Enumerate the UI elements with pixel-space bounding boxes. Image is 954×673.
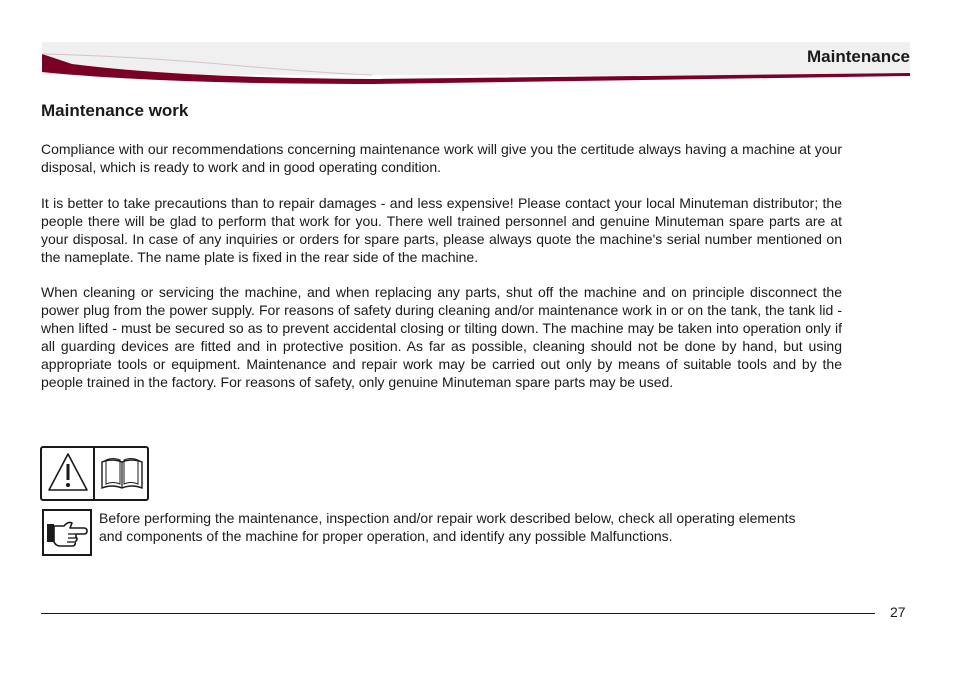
section-label: Maintenance bbox=[807, 47, 910, 66]
warning-manual-icons bbox=[40, 446, 149, 501]
note-text: Before performing the maintenance, inspection and/or repair work described below, check all operating elements and components of the machine for proper operation, and identify any possible Malfunctions. bbox=[99, 510, 796, 544]
header-band bbox=[42, 42, 910, 86]
open-book-icon bbox=[98, 450, 146, 496]
icon-divider bbox=[93, 448, 95, 499]
paragraph-safety: When cleaning or servicing the machine, and when replacing any parts, shut off the machine and on principle disconnect the power plug from the power supply. For reasons of safety during cleaning and/or maintenance work in or on the tank, the tank lid - when lifted - must be secured so as to prevent accidental closing or tilting down. The machine may be taken into operation only if all guarding devices are fitted and in protective position. As far as possible, cleaning should not be done by hand, but using appropriate tools or equipment. Maintenance and repair work may be carried out only by means of suitable tools and by the people trained in the factory. For reasons of safety, only genuine Minuteman spare parts may be used. bbox=[41, 284, 842, 390]
note-icon-box bbox=[42, 509, 92, 556]
warning-triangle-icon bbox=[45, 450, 91, 496]
page-number: 27 bbox=[890, 604, 906, 620]
pointing-hand-icon bbox=[46, 515, 88, 551]
paragraph-precautions: It is better to take precautions than to repair damages - and less expensive! Please contact your local Minuteman distributor; the people there will be glad to perform that work for you. There well trained personnel and genuine Minuteman spare parts are at your disposal. In case of any inquiries or orders for spare parts, please always quote the machine's serial number mentioned on the nameplate. The name plate is fixed in the rear side of the machine. bbox=[41, 195, 842, 265]
paragraph-recommendations: Compliance with our recommendations concerning maintenance work will give you the certitude always having a machine at your disposal, which is ready to work and in good operating condition. bbox=[41, 141, 842, 175]
page-heading: Maintenance work bbox=[41, 101, 189, 120]
header-swoosh bbox=[42, 42, 910, 86]
footer-rule bbox=[41, 613, 875, 614]
